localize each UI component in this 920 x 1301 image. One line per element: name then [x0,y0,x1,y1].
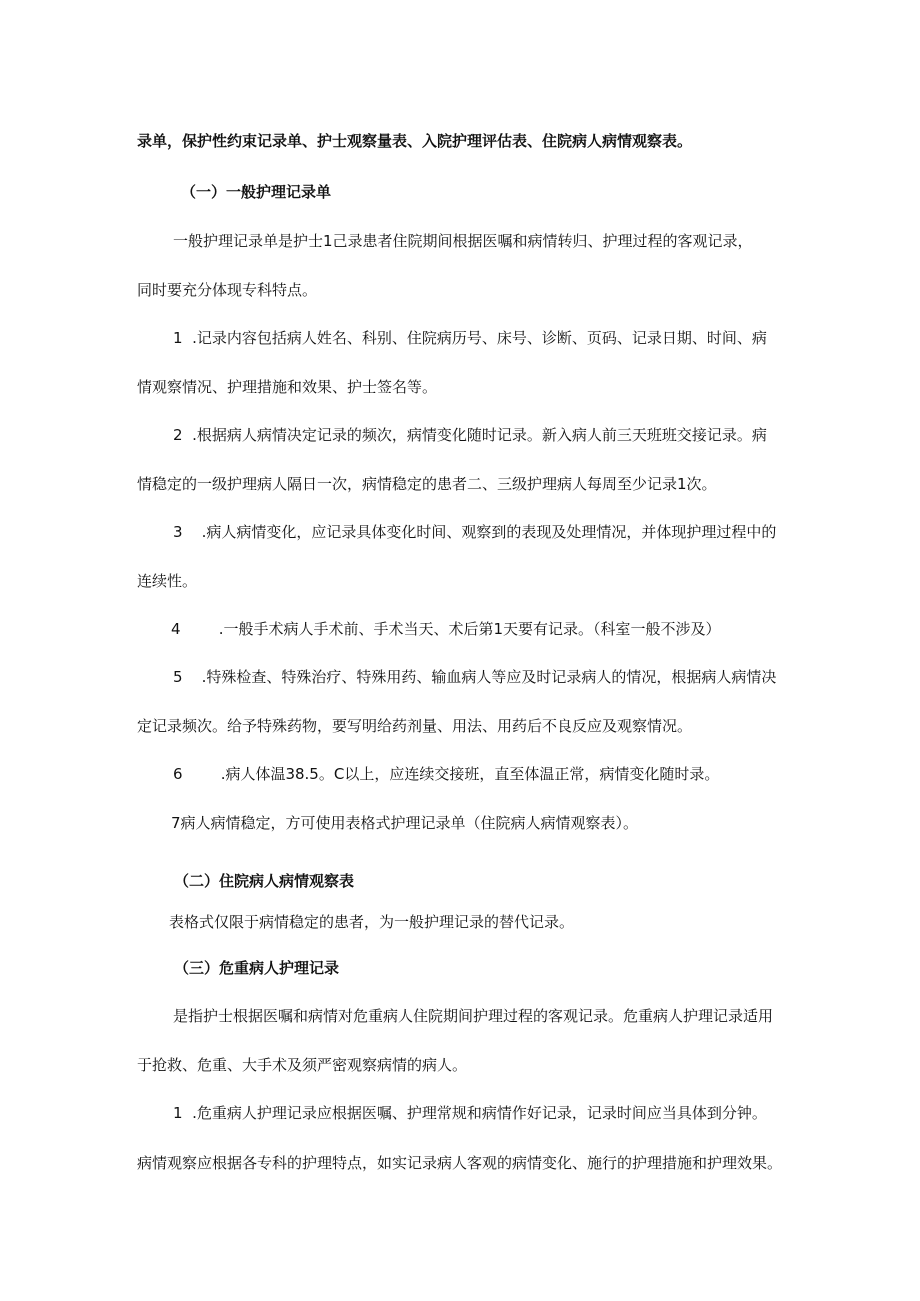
list-item-1: 1 .危重病人护理记录应根据医嘱、护理常规和病情作好记录，记录时间应当具体到分钟。 [173,1104,767,1122]
list-item-2: 2 .根据病人病情决定记录的频次，病情变化随时记录。新入病人前三天班班交接记录。病 [173,426,767,444]
paragraph-line: 表格式仅限于病情稳定的患者，为一般护理记录的替代记录。 [169,913,575,931]
paragraph-line: 是指护士根据医嘱和病情对危重病人住院期间护理过程的客观记录。危重病人护理记录适用 [173,1007,774,1025]
paragraph-line: 于抢救、危重、大手术及须严密观察病情的病人。 [137,1056,468,1074]
list-item-5: 5 .特殊检查、特殊治疗、特殊用药、输血病人等应及时记录病人的情况，根据病人病情决 [173,668,777,686]
list-item-1-cont: 情观察情况、护理措施和效果、护士签名等。 [137,378,438,396]
list-item-1: 1 .记录内容包括病人姓名、科别、住院病历号、床号、诊断、页码、记录日期、时间、病 [173,329,767,347]
list-item-2-cont: 情稳定的一级护理病人隔日一次，病情稳定的患者二、三级护理病人每周至少记录1次。 [137,475,717,493]
intro-line: 录单，保护性约束记录单、护士观察量表、入院护理评估表、住院病人病情观察表。 [137,132,693,150]
list-item-7: 7病人病情稳定，方可使用表格式护理记录单（住院病人病情观察表）。 [171,814,639,832]
list-item-3: 3 .病人病情变化，应记录具体变化时间、观察到的表现及处理情况，并体现护理过程中的 [173,523,777,541]
paragraph-line: 一般护理记录单是护士1己录患者住院期间根据医嘱和病情转归、护理过程的客观记录， [173,232,753,250]
section-heading-1: （一）一般护理记录单 [181,183,332,201]
list-item-4: 4 .一般手术病人手术前、手术当天、术后第1天要有记录。（科室一般不涉及） [171,620,721,638]
paragraph-line: 同时要充分体现专科特点。 [137,281,318,299]
list-item-6: 6 .病人体温38.5。C以上，应连续交接班，直至体温正常，病情变化随时录。 [173,765,720,783]
list-item-5-cont: 定记录频次。给予特殊药物，要写明给药剂量、用法、用药后不良反应及观察情况。 [137,717,693,735]
section-heading-3: （三）危重病人护理记录 [174,959,340,977]
list-item-3-cont: 连续性。 [137,572,198,590]
section-heading-2: （二）住院病人病情观察表 [174,872,355,890]
list-item-1-cont: 病情观察应根据各专科的护理特点，如实记录病人客观的病情变化、施行的护理措施和护理效果。 [137,1154,783,1172]
